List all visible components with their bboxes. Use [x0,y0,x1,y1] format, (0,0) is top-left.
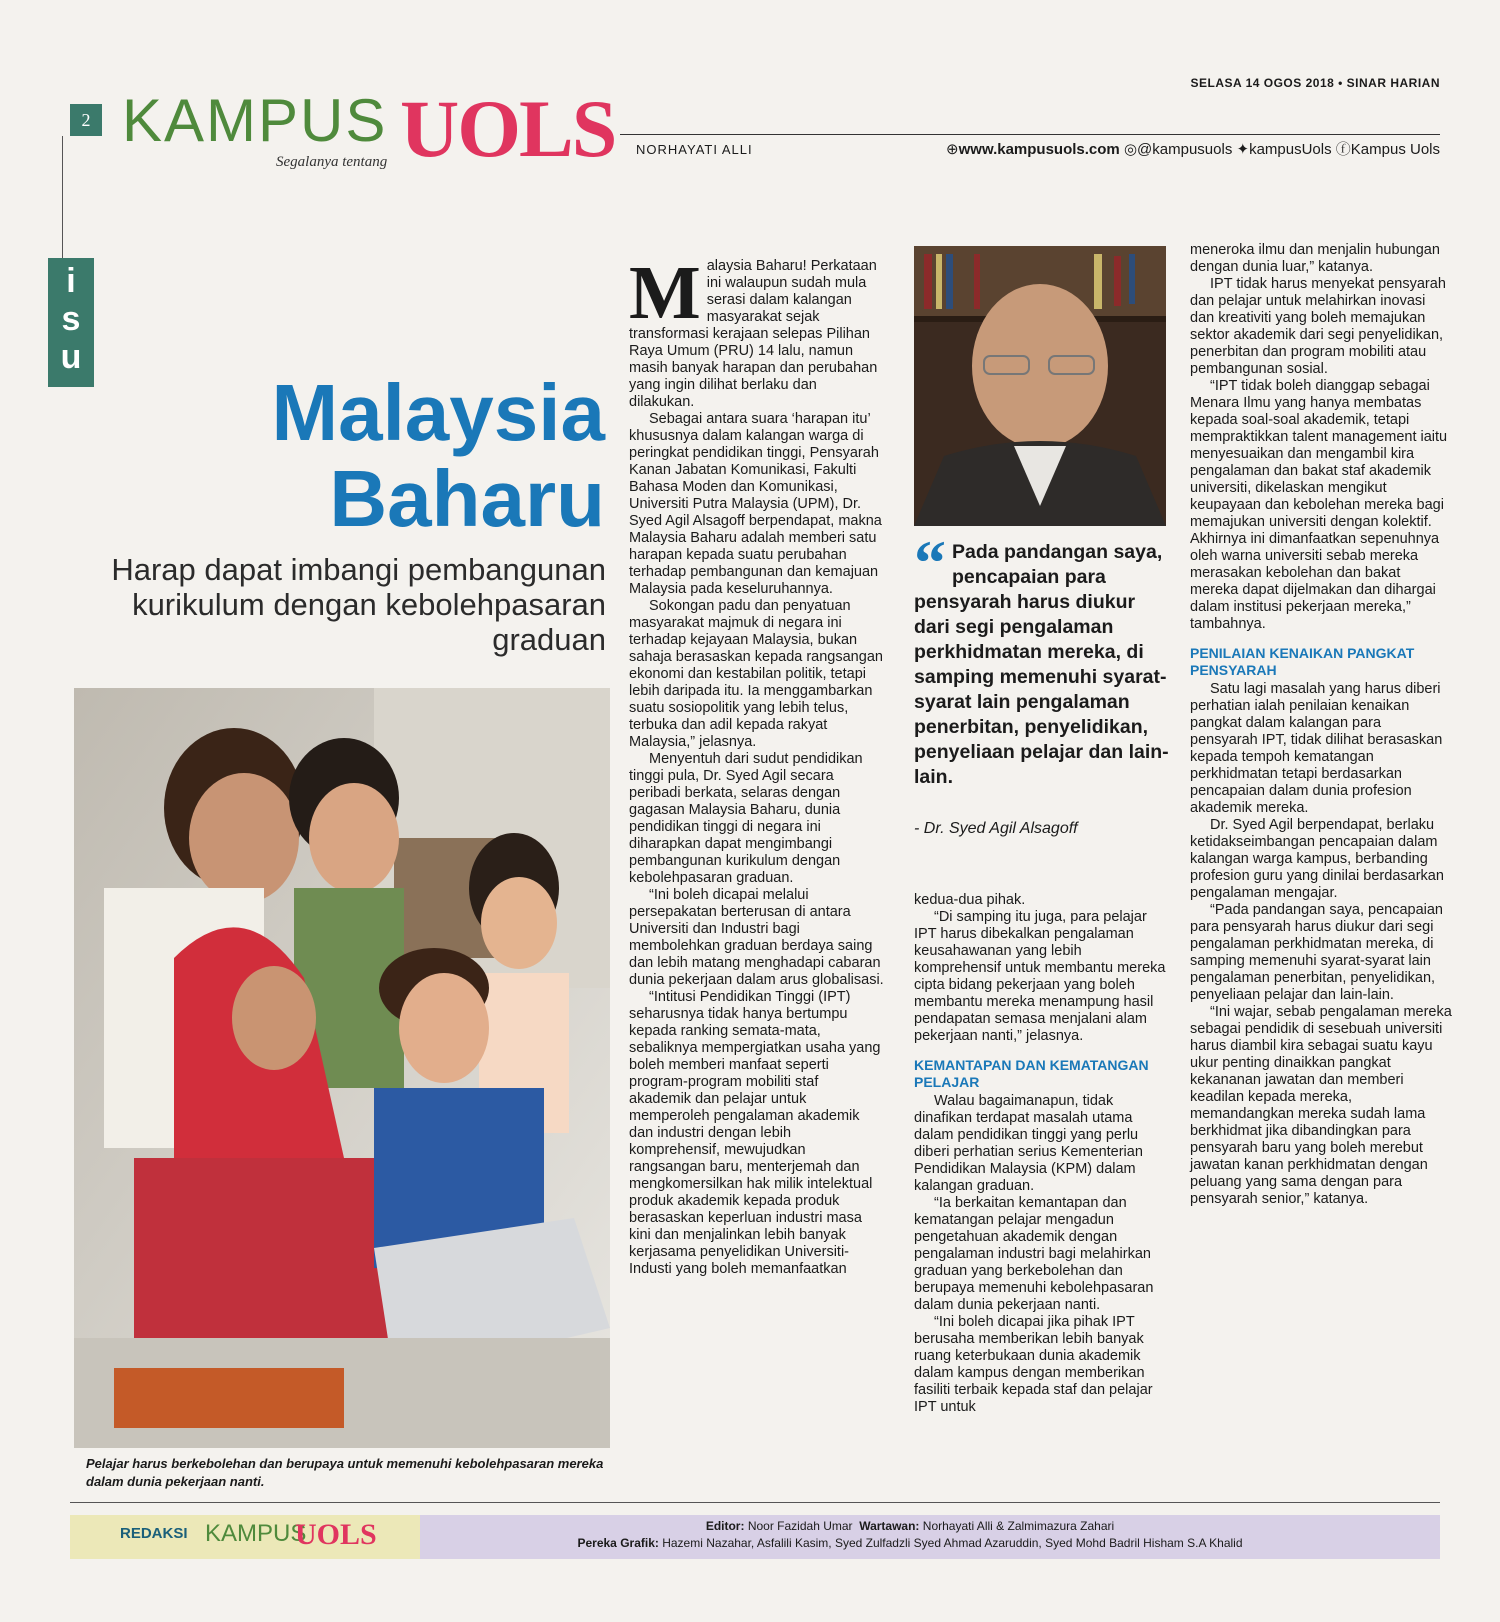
footer-rule [70,1502,1440,1503]
paragraph: “Ini boleh dicapai melalui persepakatan berterusan di antara Universiti dan Industri bagi membolehkan graduan berdaya saing dan lebih matang menghadapi cabaran dunia pekerjaan dalam arus globalisasi. [629,887,884,988]
pull-quote [914,527,1172,790]
paragraph: meneroka ilmu dan menjalin hubungan dengan dunia luar,” katanya. [1190,242,1440,275]
globe-icon: ⊕ [946,141,959,158]
article-column-1 [629,251,884,1278]
editor-name: Noor Fazidah Umar [747,1519,853,1533]
social-web[interactable]: www.kampusuols.com [958,141,1120,158]
students-photo [74,688,610,1448]
article-column-2 [914,892,1172,1416]
paragraph: “Ini wajar, sebab pengalaman mereka sebagai pendidik di sesebuah universiti harus diambil kira sebagai suatu kayu ukur penting dinaikkan pangkat kekananan jawatan dan memberi keadilan kepada mereka, memandangkan mereka sudah lama berkhidmat jika dibandingkan para pensyarah baru yang boleh merebut jawatan kanan perkhidmatan dengan peluang yang sama dengan para pensyarah senior,” katanya. [1190,1004,1452,1207]
social-fb[interactable]: Kampus Uols [1350,141,1440,158]
wartawan-label: Wartawan: [859,1519,920,1533]
kampus-logo-text: KAMPUS [122,87,388,154]
paragraph: “Di samping itu juga, para pelajar IPT harus dibekalkan pengalaman keusahawanan yang lebih komprehensif untuk membantu mereka cipta bidang pekerjaan yang boleh membantu mereka menampung hasil pendapatan semasa menjalani alam pekerjaan nanti,” jelasnya. [914,909,1166,1044]
paragraph: alaysia Baharu! Perkataan ini walaupun sudah mula serasi dalam kalangan masyarakat sejak transformasi kerajaan selepas Pilihan Raya Umum (PRU) 14 lalu, namun masih banyak harapan dan perubahan yang ingin dilihat berlaku dan dilakukan. [629,258,878,410]
paragraph: Dr. Syed Agil berpendapat, berlaku ketidakseimbangan pencapaian dalam kalangan warga kampus, berbanding profesion guru yang dinilai berdasarkan pengalaman mengajar. [1190,817,1444,901]
dropcap: M [629,251,701,335]
paragraph: “IPT tidak boleh dianggap sebagai Menara Ilmu yang hanya membatas kepada soal-soal akademik, tetapi mempraktikkan talent management iaitu menyesuaikan dan mengambil kira pengalaman dan bakat staf akademik universiti, dikelaskan mengikut keupayaan dan kebolehan mereka bagi memajukan universiti dengan kolektif. Akhirnya ini dimanfaatkan sepenuhnya oleh warna universiti sebab mereka merasakan kebolehan dan bakat mereka dapat dijelmakan dan dihargai dalam institusi pekerjaan mereka,” tambahnya. [1190,378,1448,632]
paragraph: kedua-dua pihak. [914,892,1026,908]
paragraph: “Intitusi Pendidikan Tinggi (IPT) seharusnya tidak hanya bertumpu kepada ranking semata-mata, sebaliknya mempergiatkan usaha yang boleh memberi manfaat seperti program-program mobiliti staf akademik dan pelajar untuk memperoleh pengalaman akademik dan industri dengan lebih komprehensif, mewujudkan rangsangan baru, menterjemah dan mengkomersilkan hak milik intelektual produk akademik kepada produk berasaskan keperluan industri masa kini dan menjalinkan lebih banyak kerjasama penyelidikan Universiti-Industi yang boleh memanfaatkan [629,989,881,1277]
portrait-photo [914,246,1166,526]
paragraph: Menyentuh dari sudut pendidikan tinggi pula, Dr. Syed Agil secara peribadi berkata, selaras dengan gagasan Malaysia Baharu, dunia pendidikan tinggi di negara ini diharapkan dapat mengimbangi pembangunan kurikulum dengan kebolehpasaran graduan. [629,751,863,886]
credits [420,1518,1400,1552]
section-subheading: KEMANTAPAN DAN KEMATANGAN PELAJAR [914,1057,1149,1090]
redaksi-label: REDAKSI [120,1525,188,1542]
pereka-names: Hazemi Nazahar, Asfalili Kasim, Syed Zulfadzli Syed Ahmad Azaruddin, Syed Mohd Badril Hisham S.A Khalid [662,1536,1243,1550]
instagram-icon: ◎ [1123,141,1138,158]
section-subheading: PENILAIAN KENAIKAN PANGKAT PENSYARAH [1190,645,1415,678]
paragraph: Walau bagaimanapun, tidak dinafikan terdapat masalah utama dalam pendidikan tinggi yang perlu diberi perhatian serius Kementerian Pendidikan Malaysia (KPM) dalam kalangan graduan. [914,1093,1143,1194]
uols-logo: UOLS [400,83,616,174]
page-number: 2 [70,104,102,136]
paragraph: Sebagai antara suara ‘harapan itu’ khususnya dalam kalangan warga di peringkat pendidikan tinggi, Pensyarah Kanan Jabatan Komunikasi, Fakulti Bahasa Moden dan Komunikasi, Universiti Putra Malaysia (UPM), Dr. Syed Agil Alsagoff berpendapat, makna Malaysia Baharu adalah memberi satu harapan kepada suatu perubahan terhadap pembangunan dan kemajuan Malaysia pada keseluruhannya. [629,411,882,597]
paragraph: “Pada pandangan saya, pencapaian para pensyarah harus diukur dari segi pengalaman perkhidmatan mereka, di samping memenuhi syarat-syarat lain pengalaman penerbitan, penyelidikan, penyeliaan pelajar dan lain-lain. [1190,902,1443,1003]
quote-attribution: - Dr. Syed Agil Alsagoff [914,820,1078,837]
editor-label: Editor: [705,1519,745,1533]
header-rule [620,134,1440,135]
paragraph: IPT tidak harus menyekat pensyarah dan pelajar untuk melahirkan inovasi dan kreativiti yang boleh memajukan sektor akademik dari segi penyelidikan, penerbitan dan program mobiliti atau pembangunan sosial. [1190,276,1446,377]
footer-uols-logo: UOLS [295,1518,377,1551]
credits-line-1 [420,1518,1400,1535]
author-name: NORHAYATI ALLI [636,142,753,157]
article-column-3 [1190,242,1452,1208]
headline-line1: Malaysia [271,368,605,457]
quote-mark-icon: “ [914,527,946,598]
paragraph: “Ia berkaitan kemantapan dan kematangan pelajar mengadun pengetahuan akademik dengan pengalaman industri bagi melahirkan graduan yang berkebolehan dan berupaya memenuhi kebolehpasaran dalam dunia pekerjaan nanti. [914,1195,1154,1313]
pull-quote-text: Pada pandangan saya, pencapaian para pensyarah harus diukur dari segi pengalaman perkhidmatan mereka, di samping memenuhi syarat-syarat lain pengalaman penerbitan, penyelidikan, penyeliaan pelajar dan lain-lain. [914,541,1169,788]
photo-caption: Pelajar harus berkebolehan dan berupaya untuk memenuhi kebolehpasaran mereka dalam dunia pekerjaan nanti. [86,1456,604,1489]
paragraph: Satu lagi masalah yang harus diberi perhatian ialah penilaian kenaikan pangkat dalam kalangan para pensyarah IPT, tidak dilihat berasaskan kepada tempoh kematangan perkhidmatan tetapi berdasarkan pencapaian dalam dunia profesion akademik mereka. [1190,681,1443,816]
footer-kampus-logo: KAMPUS [205,1520,307,1547]
social-ig[interactable]: @kampusuols [1137,141,1233,158]
wartawan-names: Norhayati Alli & Zalmimazura Zahari [922,1519,1115,1533]
logo-tagline: Segalanya tentang [276,154,388,170]
section-tag [48,258,94,387]
social-tw[interactable]: kampusUols [1249,141,1332,158]
kampus-logo [122,86,387,155]
pereka-label: Pereka Grafik: [577,1536,659,1550]
section-tag-text: isu [52,262,90,376]
date-line: SELASA 14 OGOS 2018 • SINAR HARIAN [1190,76,1440,90]
paragraph: “Ini boleh dicapai jika pihak IPT berusaha memberikan lebih banyak ruang keterbukaan dunia akademik dalam kampus dengan memberikan fasiliti terbaik kepada staf dan pelajar IPT untuk [914,1314,1153,1415]
social-links [946,138,1440,159]
headline [150,370,605,542]
credits-line-2 [420,1535,1400,1552]
paragraph: Sokongan padu dan penyatuan masyarakat majmuk di negara ini terhadap kejayaan Malaysia, bukan sahaja berasaskan kepada rangsangan ekonomi dan kestabilan politik, tetapi lebih daripada itu. Ia menggambarkan suatu sosiopolitik yang lebih telus, terbuka dan adil kepada rakyat Malaysia,” jelasnya. [629,598,883,750]
subheadline: Harap dapat imbangi pembangunan kurikulum dengan kebolehpasaran graduan [111,552,606,657]
twitter-icon: ✦ [1236,141,1250,158]
headline-line2: Baharu [329,454,605,543]
facebook-icon: ⓕ [1335,141,1351,158]
